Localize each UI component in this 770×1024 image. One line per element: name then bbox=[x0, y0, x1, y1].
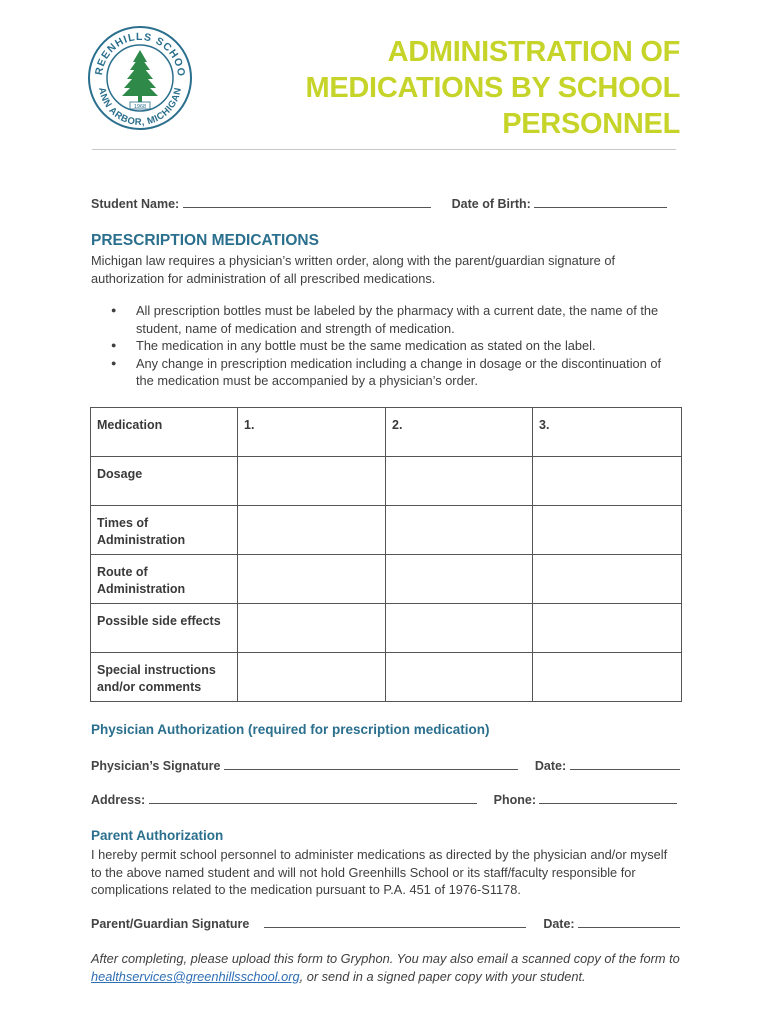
table-row bbox=[91, 555, 682, 604]
phone-field[interactable] bbox=[539, 792, 677, 804]
parent-authorization-text: I hereby permit school personnel to administer medications as directed by the physician and/or myself to the above named student and will not hold Greenhills School or its staff/faculty responsible for complications related to the medication pursuant to P.A. 451 of 1976-S1178. bbox=[91, 847, 668, 897]
page-title bbox=[260, 34, 680, 142]
physician-date-label: Date: bbox=[534, 759, 567, 773]
table-header-cell[interactable]: 3. bbox=[533, 408, 682, 457]
table-cell[interactable] bbox=[533, 506, 682, 555]
physician-date-field[interactable] bbox=[570, 758, 680, 770]
table-row bbox=[91, 457, 682, 506]
table-header-cell[interactable]: 1. bbox=[238, 408, 386, 457]
table-cell[interactable] bbox=[533, 653, 682, 702]
parent-signature-field[interactable] bbox=[264, 916, 526, 928]
row-label: Route of Administration bbox=[91, 555, 238, 604]
student-name-label: Student Name: bbox=[91, 197, 180, 211]
physician-signature-row bbox=[91, 758, 681, 773]
physician-address-row bbox=[91, 792, 681, 807]
row-label: Times of Administration bbox=[91, 506, 238, 555]
title-line: MEDICATIONS BY SCHOOL bbox=[305, 72, 680, 104]
table-cell[interactable] bbox=[238, 653, 386, 702]
parent-signature-row bbox=[91, 916, 681, 931]
list-item: ● All prescription bottles must be labeled by the pharmacy with a current date, the name of the student, name of medication and strength of medication. bbox=[91, 302, 681, 337]
parent-signature-label: Parent/Guardian Signature bbox=[91, 917, 250, 931]
address-field[interactable] bbox=[149, 792, 477, 804]
logo-location: ANN ARBOR, MICHIGAN bbox=[96, 86, 184, 129]
table-header-cell[interactable]: 2. bbox=[386, 408, 533, 457]
physician-heading: Physician Authorization (required for prescription medication) bbox=[91, 722, 490, 737]
prescription-heading: PRESCRIPTION MEDICATIONS bbox=[91, 232, 319, 249]
medication-table bbox=[90, 407, 682, 702]
table-cell[interactable] bbox=[533, 457, 682, 506]
prescription-rules-list bbox=[91, 302, 681, 390]
parent-heading: Parent Authorization bbox=[91, 828, 224, 843]
pine-tree-icon bbox=[86, 24, 194, 132]
row-label: Possible side effects bbox=[91, 604, 238, 653]
parent-date-field[interactable] bbox=[578, 916, 680, 928]
parent-date-label: Date: bbox=[543, 917, 575, 931]
logo-year: 1968 bbox=[133, 104, 147, 110]
table-row bbox=[91, 506, 682, 555]
header-divider bbox=[92, 149, 676, 150]
footer-instructions bbox=[91, 950, 683, 986]
school-logo bbox=[86, 24, 194, 132]
table-cell[interactable] bbox=[386, 653, 533, 702]
table-cell[interactable] bbox=[238, 457, 386, 506]
title-line: ADMINISTRATION OF bbox=[387, 36, 680, 68]
table-cell[interactable] bbox=[533, 555, 682, 604]
list-item: ● The medication in any bottle must be the same medication as stated on the label. bbox=[91, 337, 681, 355]
student-name-field[interactable] bbox=[183, 196, 431, 208]
title-line: PERSONNEL bbox=[502, 108, 680, 140]
table-row bbox=[91, 604, 682, 653]
table-cell[interactable] bbox=[238, 604, 386, 653]
date-of-birth-field[interactable] bbox=[534, 196, 667, 208]
date-of-birth-label: Date of Birth: bbox=[451, 197, 531, 211]
logo-school-name: REENHILLS SCHOO bbox=[92, 30, 188, 78]
table-header-cell: Medication bbox=[91, 408, 238, 457]
physician-signature-field[interactable] bbox=[224, 758, 518, 770]
footer-text: , or send in a signed paper copy with your student. bbox=[299, 969, 586, 984]
table-row bbox=[91, 653, 682, 702]
row-label: Special instructions and/or comments bbox=[91, 653, 238, 702]
student-info-row bbox=[91, 196, 681, 211]
list-item: ● Any change in prescription medication including a change in dosage or the discontinuation of the medication must be accompanied by a physician’s order. bbox=[91, 355, 681, 390]
footer-text: After completing, please upload this form to Gryphon. You may also email a scanned copy of the form to bbox=[91, 951, 680, 966]
table-cell[interactable] bbox=[238, 555, 386, 604]
physician-signature-label: Physician’s Signature bbox=[91, 759, 221, 773]
prescription-intro: Michigan law requires a physician’s written order, along with the parent/guardian signature of authorization for administration of all prescribed medications. bbox=[91, 253, 616, 286]
table-cell[interactable] bbox=[386, 457, 533, 506]
table-cell[interactable] bbox=[386, 604, 533, 653]
table-cell[interactable] bbox=[238, 506, 386, 555]
health-services-email-link[interactable]: healthservices@greenhillsschool.org bbox=[91, 969, 300, 984]
phone-label: Phone: bbox=[493, 793, 536, 807]
address-label: Address: bbox=[91, 793, 146, 807]
table-cell[interactable] bbox=[386, 555, 533, 604]
table-cell[interactable] bbox=[386, 506, 533, 555]
table-row bbox=[91, 408, 682, 457]
table-cell[interactable] bbox=[533, 604, 682, 653]
row-label: Dosage bbox=[91, 457, 238, 506]
